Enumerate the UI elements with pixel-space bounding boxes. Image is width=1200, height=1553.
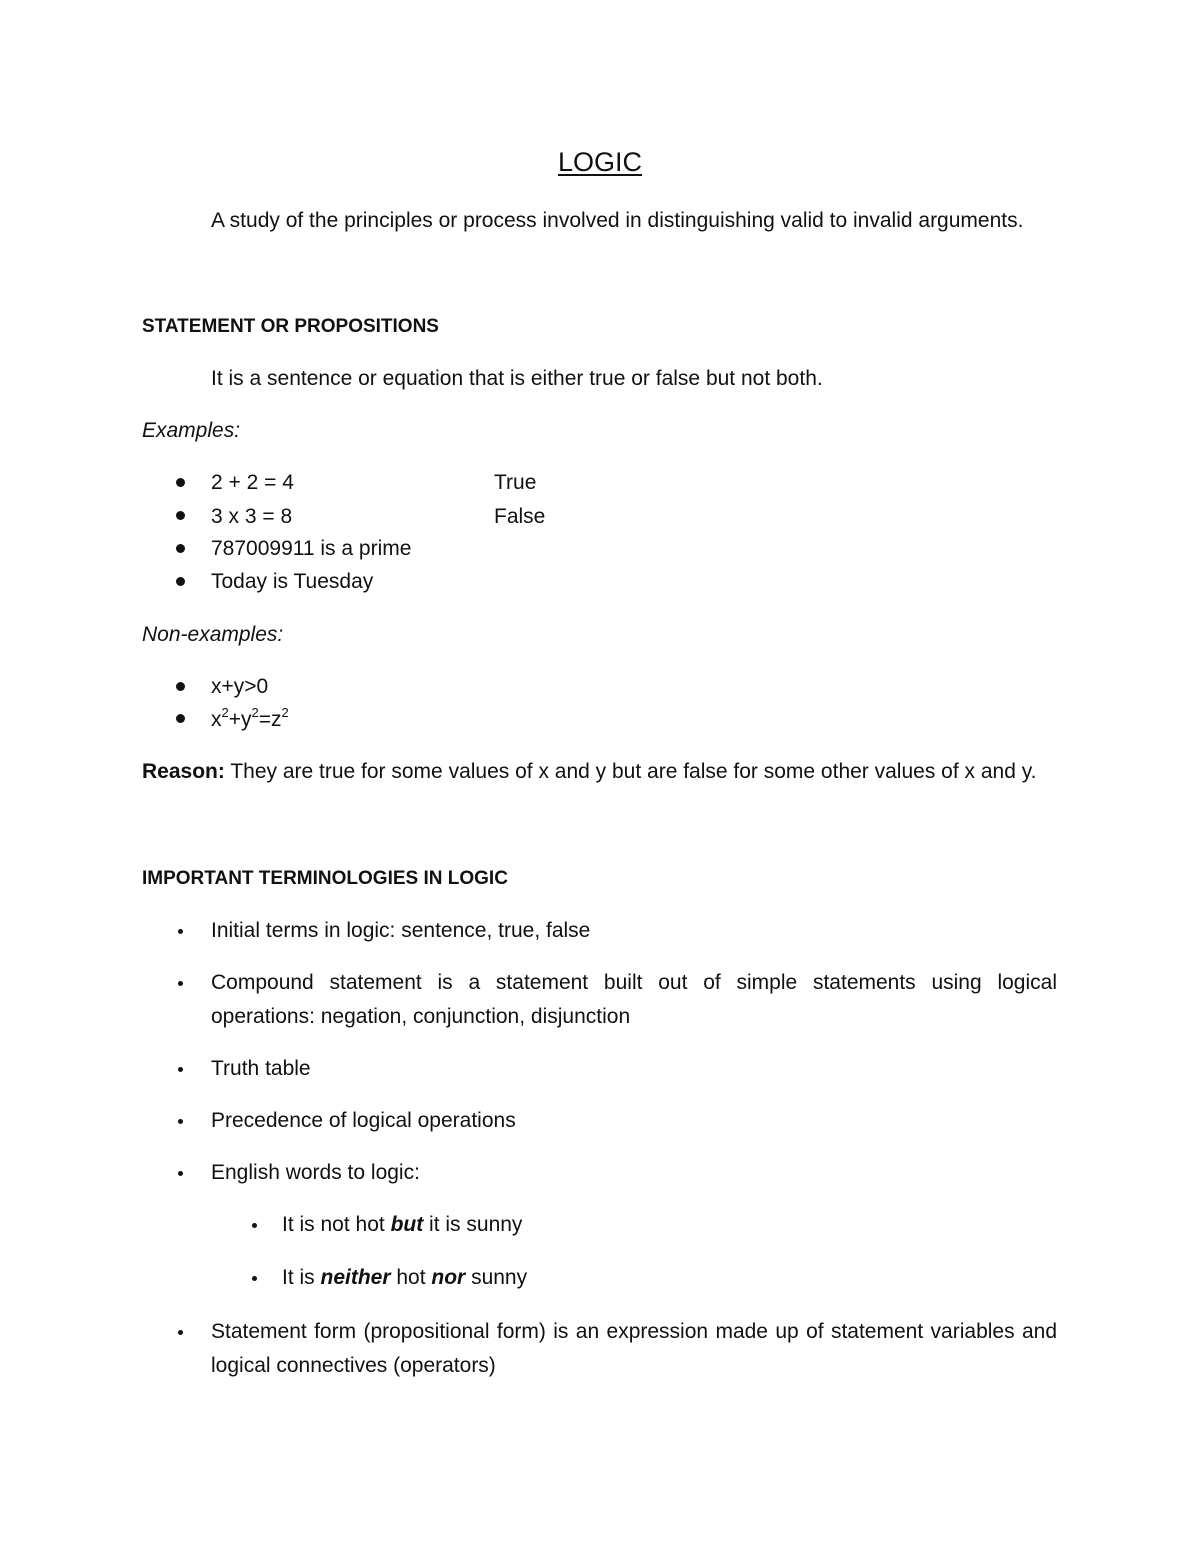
logic-definition: A study of the principles or process involved in distinguishing valid to invalid arguments.: [211, 209, 1024, 232]
section-heading-statements: STATEMENT OR PROPOSITIONS: [142, 316, 439, 337]
reason-label: Reason:: [142, 760, 225, 783]
bullet-icon: [252, 1223, 257, 1228]
bullet-icon: [176, 577, 185, 586]
bullet-icon: [176, 714, 185, 723]
examples-label: Examples:: [142, 419, 241, 442]
terminology-item: Compound statement is a statement built out of simple statements using logical operations: negation, conjunction, disjunction: [211, 971, 1057, 1028]
example-text: 3 x 3 = 8: [211, 505, 293, 528]
example-value: False: [494, 505, 546, 528]
terminology-item: English words to logic:: [211, 1161, 420, 1184]
bullet-icon: [176, 478, 185, 487]
terminology-item: Precedence of logical operations: [211, 1109, 516, 1132]
example-text: Today is Tuesday: [211, 570, 374, 593]
bullet-icon: [178, 1067, 183, 1072]
nonexample-text: x+y>0: [211, 675, 269, 698]
bullet-icon: [178, 1119, 183, 1124]
terminology-item: Statement form (propositional form) is an expression made up of statement variables and logical connectives (operators): [211, 1320, 1057, 1377]
nonexample-text: $x^2+y^2=z^2$: [211, 705, 289, 731]
reason-text: They are true for some values of x and y but are false for some other values of x and y.: [224, 760, 1037, 783]
bullet-icon: [252, 1276, 257, 1281]
english-example: It is neither hot nor sunny: [282, 1266, 528, 1289]
terminology-item: Truth table: [211, 1057, 311, 1080]
nonexamples-label: Non-examples:: [142, 623, 284, 646]
bullet-icon: [178, 1330, 183, 1335]
bullet-icon: [176, 511, 185, 520]
bullet-icon: [178, 981, 183, 986]
english-example: It is not hot but it is sunny: [282, 1213, 523, 1236]
section-heading-terminologies: IMPORTANT TERMINOLOGIES IN LOGIC: [142, 868, 508, 889]
bullet-icon: [178, 1171, 183, 1176]
example-text: 787009911 is a prime: [211, 537, 412, 560]
terminology-item: Initial terms in logic: sentence, true, false: [211, 919, 591, 942]
example-text: 2 + 2 = 4: [211, 471, 294, 494]
bullet-icon: [178, 929, 183, 934]
bullet-icon: [176, 682, 185, 691]
bullet-icon: [176, 544, 185, 553]
reason-line: [142, 760, 1037, 784]
statement-description: It is a sentence or equation that is either true or false but not both.: [211, 367, 823, 390]
example-value: True: [494, 471, 537, 494]
page-title: LOGIC: [557, 147, 643, 177]
